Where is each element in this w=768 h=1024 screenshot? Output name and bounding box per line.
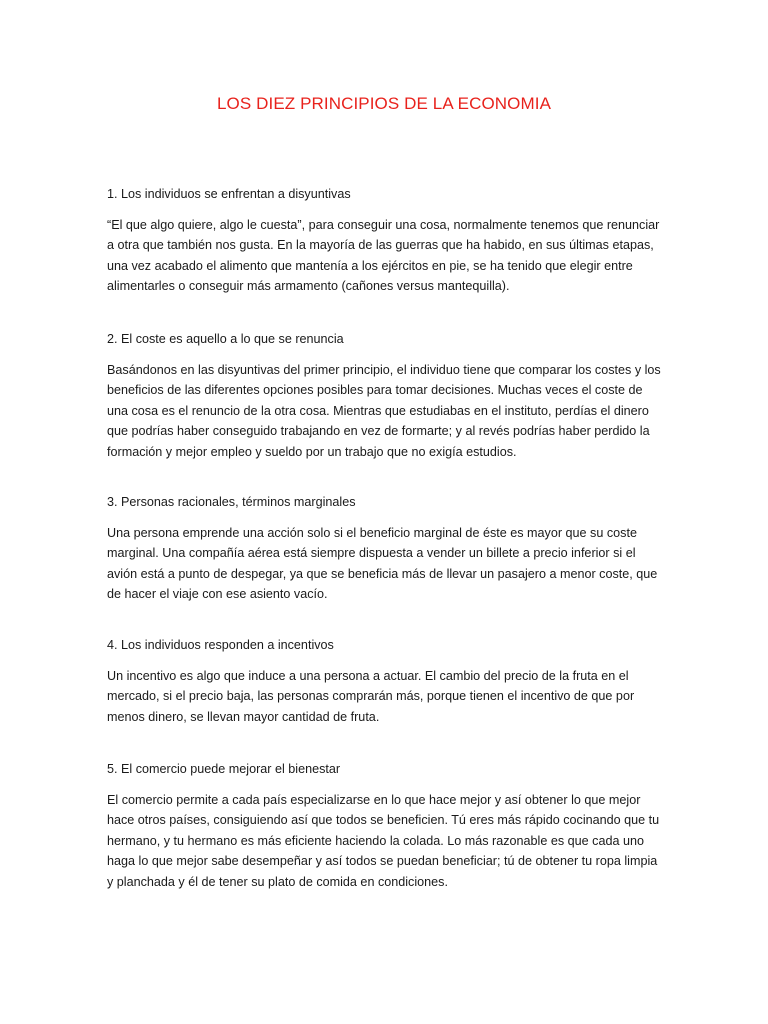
principle-body: Basándonos en las disyuntivas del primer principio, el individuo tiene que comparar los costes y los beneficios de las diferentes opciones posibles para tomar decisiones. Muchas veces el coste de una cosa es el renuncio de la otra cosa. Mientras que estudiabas en el instituto, perdías el dinero que podrías haber conseguido trabajando en vez de formarte; y al revés podrías haber perdido la formación y mejor empleo y sueldo por un trabajo que no exigía estudios.: [107, 363, 661, 459]
principle-heading: 1. Los individuos se enfrentan a disyuntivas: [107, 187, 351, 201]
principle-section-2: [107, 330, 667, 462]
principle-body: Un incentivo es algo que induce a una persona a actuar. El cambio del precio de la fruta en el mercado, si el precio baja, las personas comprarán más, porque tienen el incentivo de que por menos dinero, se llevan mayor cantidad de fruta.: [107, 669, 635, 724]
principle-heading: 2. El coste es aquello a lo que se renuncia: [107, 332, 344, 346]
principle-section-5: [107, 760, 667, 892]
principle-body: El comercio permite a cada país especializarse en lo que hace mejor y así obtener lo que mejor hace otros países, consiguiendo así que todos se beneficien. Tú eres más rápido cocinando que tu hermano, y tu hermano es más eficiente haciendo la colada. Lo más razonable es que cada uno haga lo que mejor sabe desempeñar y así todos se puedan beneficiar; tú de obtener tu ropa limpia y planchada y él de tener su plato de comida en condiciones.: [107, 793, 660, 889]
principle-body: “El que algo quiere, algo le cuesta”, para conseguir una cosa, normalmente tenemos que renunciar a otra que también nos gusta. En la mayoría de las guerras que ha habido, en sus últimas etapas, una vez acabado el alimento que mantenía a los ejércitos en pie, se ha tenido que elegir entre alimentarles o conseguir más armamento (cañones versus mantequilla).: [107, 218, 660, 294]
principle-heading: 3. Personas racionales, términos marginales: [107, 495, 356, 509]
principle-section-3: [107, 493, 667, 605]
document-title: LOS DIEZ PRINCIPIOS DE LA ECONOMIA: [216, 94, 552, 113]
principle-body: Una persona emprende una acción solo si el beneficio marginal de éste es mayor que su coste marginal. Una compañía aérea está siempre dispuesta a vender un billete a precio inferior si el avión está a punto de despegar, ya que se beneficia más de llevar un pasajero a menor coste, que de hacer el viaje con ese asiento vacío.: [107, 526, 658, 602]
principle-section-4: [107, 636, 667, 727]
principle-section-1: [107, 185, 667, 297]
principle-heading: 5. El comercio puede mejorar el bienestar: [107, 762, 341, 776]
principle-heading: 4. Los individuos responden a incentivos: [107, 638, 334, 652]
